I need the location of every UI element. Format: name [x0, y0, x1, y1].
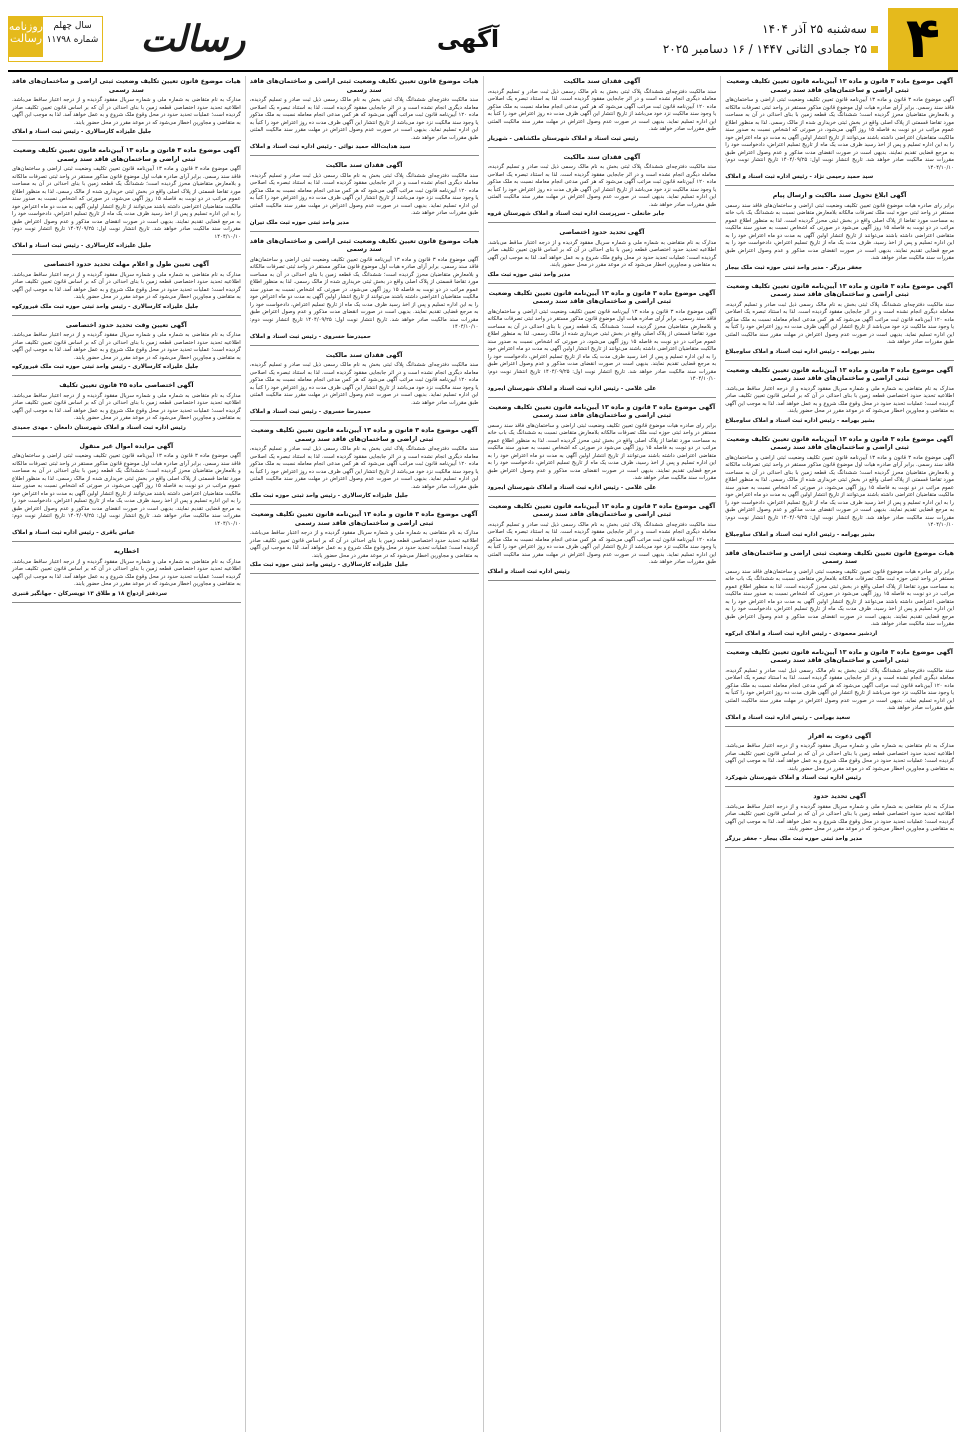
notice-signature: مدیر واحد ثبتی حوزه ثبت ملک — [487, 271, 571, 278]
notice-title: آگهی دعوت به افراز — [808, 732, 872, 740]
legal-notice — [12, 261, 241, 316]
ad-column — [483, 76, 721, 1432]
legal-notice — [12, 443, 241, 543]
notice-title: آگهی تحدید حدود — [813, 793, 866, 800]
notice-body: سند مالکیت دفترچه‌ای ششدانگ پلاک ثبتی بخش به نام مالک رسمی ذیل ثبت صادر و تسلیم گردیده، معامله دیگری انجام نشده است و در اثر جابجایی مفقود گردیده است. لذا به استناد تبصره یک اصلاحی ماده ۱۲۰ آیین‌نامه قانون ثبت مراتب آگهی می‌شود که هر کس مدعی انجام معامله نسبت به ملک مذکور یا وجود سند مالکیت نزد خود می‌باشد از تاریخ انتشار این آگهی ظرف مدت ده روز اعتراض خود را کتباً به این اداره تسلیم نماید. بدیهی است در صورت عدم وصول اعتراض در مهلت مقرر سند مالکیت المثنی طبق مقررات صادر خواهد شد. — [725, 667, 954, 711]
notice-signature: جعفر برزگر - مدیر واحد ثبتی حوزه ثبت ملک بیجار — [725, 264, 863, 271]
notice-body: سند مالکیت دفترچه‌ای ششدانگ پلاک ثبتی بخش به نام مالک رسمی ذیل ثبت صادر و تسلیم گردیده، معامله دیگری انجام نشده است و در اثر جابجایی مفقود گردیده است. لذا به استناد تبصره یک اصلاحی ماده ۱۲۰ آیین‌نامه قانون ثبت مراتب آگهی می‌شود که هر کس مدعی انجام معامله نسبت به ملک مذکور یا وجود سند مالکیت نزد خود می‌باشد از تاریخ انتشار این آگهی ظرف مدت ده روز اعتراض خود را کتباً به این اداره تسلیم نماید. بدیهی است در صورت عدم وصول اعتراض در مهلت مقرر سند مالکیت المثنی طبق مقررات صادر خواهد شد. — [487, 521, 717, 565]
notice-title: آگهی فقدان سند مالکیت — [325, 351, 403, 359]
legal-notice — [725, 436, 954, 544]
notice-title: آگهی ابلاغ تحویل سند مالکیت و ارسال پیام — [772, 192, 907, 199]
notice-signature: جلیل علیزاده کارسالاری - رئیس واحد ثبتی حوزه ثبت ملک فیروزکوه — [12, 303, 199, 310]
notice-signature: رئیس اداره ثبت اسناد و املاک شهرستان شهرکرد — [725, 775, 862, 781]
notice-body: مدارک به نام متقاضی به شماره ملی و شماره سریال مفقود گردیده و از درجه اعتبار ساقط می‌باشد. اطلاعیه تحدید حدود اختصاصی قطعه زمین با بنای احداثی در آن که بر اساس قانون تعیین تکلیف صادر گردیده است؛ عملیات تحدید حدود در محل وقوع ملک شروع و به عمل خواهد آمد. لذا به موجب این آگهی به متقاضی و مجاورین اخطار می‌شود که در موعد مقرر در محل حضور یابند. — [487, 239, 717, 268]
legal-notice — [725, 78, 954, 186]
notice-signature: علی غلامی - رئیس اداره ثبت اسناد و املاک شهرستان ایجرود — [487, 385, 657, 392]
notice-title: آگهی موضوع ماده ۳ قانون و ماده ۱۳ آیین‌نامه قانون تعیین تکلیف وضعیت ثبتی اراضی و ساختمان‌های فاقد سند رسمی — [726, 648, 953, 664]
notice-body: مدارک به نام متقاضی به شماره ملی و شماره سریال مفقود گردیده و از درجه اعتبار ساقط می‌باشد. اطلاعیه تحدید حدود اختصاصی قطعه زمین با بنای احداثی در آن که بر اساس قانون تعیین تکلیف صادر گردیده است؛ عملیات تحدید حدود در محل وقوع ملک شروع و به عمل خواهد آمد. لذا به موجب این آگهی به متقاضی و مجاورین اخطار می‌شود که در موعد مقرر در محل حضور یابند. — [12, 558, 241, 587]
page-header — [8, 8, 958, 72]
mini-logo: روزنامه رسالت — [9, 17, 43, 57]
legal-notice — [725, 192, 954, 277]
issue-number: شماره ۱۱۷۹۸ — [46, 35, 99, 45]
legal-notice — [12, 78, 241, 141]
notice-body: مدارک به نام متقاضی به شماره ملی و شماره سریال مفقود گردیده و از درجه اعتبار ساقط می‌باشد. اطلاعیه تحدید حدود اختصاصی قطعه زمین با بنای احداثی در آن که بر اساس قانون تعیین تکلیف صادر گردیده است؛ عملیات تحدید حدود در محل وقوع ملک شروع و به عمل خواهد آمد. لذا به موجب این آگهی به متقاضی و مجاورین اخطار می‌شود که در موعد مقرر در محل حضور یابند. — [12, 271, 241, 300]
legal-notice — [12, 548, 241, 603]
notice-signature: اردشیر محمودی - رئیس اداره ثبت اسناد و املاک ابرکوه — [725, 630, 878, 637]
notice-body: سند مالکیت دفترچه‌ای ششدانگ پلاک ثبتی بخش به نام مالک رسمی ذیل ثبت صادر و تسلیم گردیده، معامله دیگری انجام نشده است و در اثر جابجایی مفقود گردیده است. لذا به استناد تبصره یک اصلاحی ماده ۱۲۰ آیین‌نامه قانون ثبت مراتب آگهی می‌شود که هر کس مدعی انجام معامله نسبت به ملک مذکور یا وجود سند مالکیت نزد خود می‌باشد از تاریخ انتشار این آگهی ظرف مدت ده روز اعتراض خود را کتباً به این اداره تسلیم نماید. بدیهی است در صورت عدم وصول اعتراض در مهلت مقرر سند مالکیت المثنی طبق مقررات صادر خواهد شد. — [249, 97, 479, 141]
notice-signature: جلیل علیزاده کارسالاری - رئیس ثبت اسناد و املاک — [12, 129, 152, 135]
section-title: آگهی — [436, 25, 500, 53]
notice-body: آگهی موضوع ماده ۳ قانون و ماده ۱۳ آیین‌نامه قانون تعیین تکلیف وضعیت ثبتی اراضی و ساختمان‌های فاقد سند رسمی. برابر آرای صادره هیات اول موضوع قانون مذکور مستقر در واحد ثبتی تصرفات مالکانه و بلامعارض متقاضیان محرز گردیده است؛ ششدانگ یک قطعه زمین با بنای احداثی در آن به مساحت مورد تقاضا قسمتی از پلاک اصلی واقع در بخش ثبتی خریداری شده از مالک رسمی. لذا به منظور اطلاع عموم مراتب در دو نوبت به فاصله ۱۵ روز آگهی می‌شود، در صورتی که اشخاص نسبت به صدور سند مالکیت متقاضیان اعتراضی داشته باشند می‌توانند از تاریخ انتشار اولین آگهی به مدت دو ماه اعتراض خود را به این اداره تسلیم و پس از اخذ رسید ظرف مدت یک ماه از تاریخ تسلیم اعتراض، دادخواست خود را به مرجع قضایی تقدیم نمایند. بدیهی است در صورت انقضای مدت مذکور و عدم وصول اعتراض طبق مقررات سند مالکیت صادر خواهد شد. تاریخ انتشار نوبت اول: ۱۴۰۴/۰۹/۲۵ تاریخ انتشار نوبت دوم: ۱۴۰۴/۱۰/۱۰ — [12, 453, 241, 527]
legal-notice — [488, 290, 717, 398]
legal-notice — [725, 550, 954, 643]
notice-body: برابر رای صادره هیات موضوع قانون تعیین تکلیف وضعیت ثبتی اراضی و ساختمان‌های فاقد سند رسمی مستقر در واحد ثبتی حوزه ثبت ملک تصرفات مالکانه بلامعارض متقاضی نسبت به ششدانگ یک باب خانه به مساحت مورد تقاضا از پلاک اصلی واقع در بخش ثبتی محرز گردیده است. لذا به منظور اطلاع عموم مراتب در دو نوبت به فاصله ۱۵ روز آگهی می‌شود در صورتی که اشخاص نسبت به صدور سند مالکیت متقاضی اعتراضی داشته باشند می‌توانند از تاریخ انتشار اولین آگهی به مدت دو ماه اعتراض خود را به این اداره تسلیم و پس از اخذ رسید، ظرف مدت یک ماه از تاریخ تسلیم اعتراض، دادخواست خود را به مرجع قضایی تقدیم نمایند. بدیهی است در صورت انقضای مدت مذکور و عدم وصول اعتراض طبق مقررات سند مالکیت صادر خواهد شد. — [725, 202, 954, 261]
legal-notice — [725, 793, 954, 848]
notice-title: آگهی موضوع ماده ۳ قانون و ماده ۱۳ آیین‌نامه قانون تعیین تکلیف وضعیت ثبتی اراضی و ساختمان‌های فاقد سند رسمی — [726, 366, 953, 382]
ad-column — [720, 76, 958, 1432]
notice-signature: بشیر بهرامه - رئیس اداره ثبت اسناد و املاک ساوجبلاغ — [725, 531, 875, 538]
legal-notice — [250, 238, 479, 346]
notice-title: اخطاریه — [113, 548, 139, 555]
notice-signature: سعید بهرامی - رئیس اداره ثبت اسناد و املاک — [725, 714, 851, 721]
notice-body: مدارک به نام متقاضی به شماره ملی و شماره سریال مفقود گردیده و از درجه اعتبار ساقط می‌باشد. اطلاعیه تحدید حدود اختصاصی قطعه زمین با بنای احداثی در آن که بر اساس قانون تعیین تکلیف صادر گردیده است؛ عملیات تحدید حدود در محل وقوع ملک شروع و به عمل خواهد آمد. لذا به موجب این آگهی به متقاضی و مجاورین اخطار می‌شود که در موعد مقرر در محل حضور یابند. — [12, 97, 241, 126]
notice-body: سند مالکیت دفترچه‌ای ششدانگ پلاک ثبتی بخش به نام مالک رسمی ذیل ثبت صادر و تسلیم گردیده، معامله دیگری انجام نشده است و در اثر جابجایی مفقود گردیده است. لذا به استناد تبصره یک اصلاحی ماده ۱۲۰ آیین‌نامه قانون ثبت مراتب آگهی می‌شود که هر کس مدعی انجام معامله نسبت به ملک مذکور یا وجود سند مالکیت نزد خود می‌باشد از تاریخ انتشار این آگهی ظرف مدت ده روز اعتراض خود را کتباً به این اداره تسلیم نماید. بدیهی است در صورت عدم وصول اعتراض در مهلت مقرر سند مالکیت المثنی طبق مقررات صادر خواهد شد. — [487, 164, 717, 208]
issue-year: سال چهلم — [53, 21, 92, 31]
notice-title: آگهی اختصاصی ماده ۲۵ قانون تعیین تکلیف — [59, 382, 194, 389]
ad-column — [245, 76, 483, 1432]
notice-title: هیات موضوع قانون تعیین تکلیف وضعیت ثبتی اراضی و ساختمان‌های فاقد سند رسمی — [249, 78, 479, 94]
notice-title: هیات موضوع قانون تعیین تکلیف وضعیت ثبتی اراضی و ساختمان‌های فاقد سند رسمی — [12, 78, 241, 94]
notice-title: هیات موضوع قانون تعیین تکلیف وضعیت ثبتی اراضی و ساختمان‌های فاقد سند رسمی — [249, 237, 479, 253]
notice-signature: جلیل علیزاده کارسالاری - رئیس واحد ثبتی حوزه ثبت ملک — [249, 493, 409, 499]
notice-body: برابر رای صادره هیات موضوع قانون تعیین تکلیف وضعیت ثبتی اراضی و ساختمان‌های فاقد سند رسمی مستقر در واحد ثبتی حوزه ثبت ملک تصرفات مالکانه بلامعارض متقاضی نسبت به ششدانگ یک باب خانه به مساحت مورد تقاضا از پلاک اصلی واقع در بخش ثبتی محرز گردیده است. لذا به منظور اطلاع عموم مراتب در دو نوبت به فاصله ۱۵ روز آگهی می‌شود در صورتی که اشخاص نسبت به صدور سند مالکیت متقاضی اعتراضی داشته باشند می‌توانند از تاریخ انتشار اولین آگهی به مدت دو ماه اعتراض خود را به این اداره تسلیم و پس از اخذ رسید، ظرف مدت یک ماه از تاریخ تسلیم اعتراض، دادخواست خود را به مرجع قضایی تقدیم نمایند. بدیهی است در صورت انقضای مدت مذکور و عدم وصول اعتراض طبق مقررات سند مالکیت صادر خواهد شد. — [725, 568, 954, 627]
legal-notice — [488, 404, 717, 497]
notice-title: آگهی موضوع ماده ۳ قانون و ماده ۱۳ آیین‌نامه قانون تعیین تکلیف وضعیت ثبتی اراضی و ساختمان‌های فاقد سند رسمی — [13, 147, 240, 163]
notice-body: آگهی موضوع ماده ۳ قانون و ماده ۱۳ آیین‌نامه قانون تعیین تکلیف وضعیت ثبتی اراضی و ساختمان‌های فاقد سند رسمی. برابر آرای صادره هیات اول موضوع قانون مذکور مستقر در واحد ثبتی تصرفات مالکانه و بلامعارض متقاضیان محرز گردیده است؛ ششدانگ یک قطعه زمین با بنای احداثی در آن به مساحت مورد تقاضا قسمتی از پلاک اصلی واقع در بخش ثبتی خریداری شده از مالک رسمی. لذا به منظور اطلاع عموم مراتب در دو نوبت به فاصله ۱۵ روز آگهی می‌شود، در صورتی که اشخاص نسبت به صدور سند مالکیت متقاضیان اعتراضی داشته باشند می‌توانند از تاریخ انتشار اولین آگهی به مدت دو ماه اعتراض خود را به این اداره تسلیم و پس از اخذ رسید ظرف مدت یک ماه از تاریخ تسلیم اعتراض، دادخواست خود را به مرجع قضایی تقدیم نمایند. بدیهی است در صورت انقضای مدت مذکور و عدم وصول اعتراض طبق مقررات سند مالکیت صادر خواهد شد. تاریخ انتشار نوبت اول: ۱۴۰۴/۰۹/۲۵ تاریخ انتشار نوبت دوم: ۱۴۰۴/۱۰/۱۰ — [487, 308, 717, 382]
notice-signature: رئیس ثبت اسناد و املاک شهرستان ملکشاهی - شهریار — [487, 135, 639, 142]
notice-body: سند مالکیت دفترچه‌ای ششدانگ پلاک ثبتی بخش به نام مالک رسمی ذیل ثبت صادر و تسلیم گردیده، معامله دیگری انجام نشده است و در اثر جابجایی مفقود گردیده است. لذا به استناد تبصره یک اصلاحی ماده ۱۲۰ آیین‌نامه قانون ثبت مراتب آگهی می‌شود که هر کس مدعی انجام معامله نسبت به ملک مذکور یا وجود سند مالکیت نزد خود می‌باشد از تاریخ انتشار این آگهی ظرف مدت ده روز اعتراض خود را کتباً به این اداره تسلیم نماید. بدیهی است در صورت عدم وصول اعتراض در مهلت مقرر سند مالکیت المثنی طبق مقررات صادر خواهد شد. — [249, 362, 479, 406]
notice-body: مدارک به نام متقاضی به شماره ملی و شماره سریال مفقود گردیده و از درجه اعتبار ساقط می‌باشد. اطلاعیه تحدید حدود اختصاصی قطعه زمین با بنای احداثی در آن که بر اساس قانون تعیین تکلیف صادر گردیده است؛ عملیات تحدید حدود در محل وقوع ملک شروع و به عمل خواهد آمد. لذا به موجب این آگهی به متقاضی و مجاورین اخطار می‌شود که در موعد مقرر در محل حضور یابند. — [725, 743, 954, 772]
notice-signature: عباس باقری - رئیس اداره ثبت اسناد و املاک — [12, 530, 135, 536]
legal-notice — [488, 78, 717, 148]
notice-body: سند مالکیت دفترچه‌ای ششدانگ پلاک ثبتی بخش به نام مالک رسمی ذیل ثبت صادر و تسلیم گردیده، معامله دیگری انجام نشده است و در اثر جابجایی مفقود گردیده است. لذا به استناد تبصره یک اصلاحی ماده ۱۲۰ آیین‌نامه قانون ثبت مراتب آگهی می‌شود که هر کس مدعی انجام معامله نسبت به ملک مذکور یا وجود سند مالکیت نزد خود می‌باشد از تاریخ انتشار این آگهی ظرف مدت ده روز اعتراض خود را کتباً به این اداره تسلیم نماید. بدیهی است در صورت عدم وصول اعتراض در مهلت مقرر سند مالکیت المثنی طبق مقررات صادر خواهد شد. — [725, 301, 954, 345]
notice-signature: جلیل علیزاده کارسالاری - رئیس ثبت اسناد و املاک — [12, 243, 152, 249]
legal-notice — [725, 733, 954, 788]
notice-body: آگهی موضوع ماده ۳ قانون و ماده ۱۳ آیین‌نامه قانون تعیین تکلیف وضعیت ثبتی اراضی و ساختمان‌های فاقد سند رسمی. برابر آرای صادره هیات اول موضوع قانون مذکور مستقر در واحد ثبتی تصرفات مالکانه و بلامعارض متقاضیان محرز گردیده است؛ ششدانگ یک قطعه زمین با بنای احداثی در آن به مساحت مورد تقاضا قسمتی از پلاک اصلی واقع در بخش ثبتی خریداری شده از مالک رسمی. لذا به منظور اطلاع عموم مراتب در دو نوبت به فاصله ۱۵ روز آگهی می‌شود، در صورتی که اشخاص نسبت به صدور سند مالکیت متقاضیان اعتراضی داشته باشند می‌توانند از تاریخ انتشار اولین آگهی به مدت دو ماه اعتراض خود را به این اداره تسلیم و پس از اخذ رسید ظرف مدت یک ماه از تاریخ تسلیم اعتراض، دادخواست خود را به مرجع قضایی تقدیم نمایند. بدیهی است در صورت انقضای مدت مذکور و عدم وصول اعتراض طبق مقررات سند مالکیت صادر خواهد شد. تاریخ انتشار نوبت اول: ۱۴۰۴/۰۹/۲۵ تاریخ انتشار نوبت دوم: ۱۴۰۴/۱۰/۱۰ — [725, 454, 955, 528]
notice-title: آگهی موضوع ماده ۳ قانون و ماده ۱۳ آیین‌نامه قانون تعیین تکلیف وضعیت ثبتی اراضی و ساختمان‌های فاقد سند رسمی — [726, 435, 953, 451]
notice-title: آگهی موضوع ماده ۳ قانون و ماده ۱۳ آیین‌نامه قانون تعیین تکلیف وضعیت ثبتی اراضی و ساختمان‌های فاقد سند رسمی — [488, 403, 716, 419]
notice-title: آگهی فقدان سند مالکیت — [563, 153, 641, 161]
notice-signature: بشیر بهرامه - رئیس اداره ثبت اسناد و املاک ساوجبلاغ — [725, 417, 875, 424]
ad-column — [8, 76, 245, 1432]
date-text-1: سه‌شنبه ۲۵ آذر ۱۴۰۴ — [762, 22, 867, 36]
notice-body: مدارک به نام متقاضی به شماره ملی و شماره سریال مفقود گردیده و از درجه اعتبار ساقط می‌باشد. اطلاعیه تحدید حدود اختصاصی قطعه زمین با بنای احداثی در آن که بر اساس قانون تعیین تکلیف صادر گردیده است؛ عملیات تحدید حدود در محل وقوع ملک شروع و به عمل خواهد آمد. لذا به موجب این آگهی به متقاضی و مجاورین اخطار می‌شود که در موعد مقرر در محل حضور یابند. — [725, 385, 954, 414]
notice-body: آگهی موضوع ماده ۳ قانون و ماده ۱۳ آیین‌نامه قانون تعیین تکلیف وضعیت ثبتی اراضی و ساختمان‌های فاقد سند رسمی. برابر آرای صادره هیات اول موضوع قانون مذکور مستقر در واحد ثبتی تصرفات مالکانه و بلامعارض متقاضیان محرز گردیده است؛ ششدانگ یک قطعه زمین با بنای احداثی در آن به مساحت مورد تقاضا قسمتی از پلاک اصلی واقع در بخش ثبتی خریداری شده از مالک رسمی. لذا به منظور اطلاع عموم مراتب در دو نوبت به فاصله ۱۵ روز آگهی می‌شود، در صورتی که اشخاص نسبت به صدور سند مالکیت متقاضیان اعتراضی داشته باشند می‌توانند از تاریخ انتشار اولین آگهی به مدت دو ماه اعتراض خود را به این اداره تسلیم و پس از اخذ رسید ظرف مدت یک ماه از تاریخ تسلیم اعتراض، دادخواست خود را به مرجع قضایی تقدیم نمایند. بدیهی است در صورت انقضای مدت مذکور و عدم وصول اعتراض طبق مقررات سند مالکیت صادر خواهد شد. تاریخ انتشار نوبت اول: ۱۴۰۴/۰۹/۲۵ تاریخ انتشار نوبت دوم: ۱۴۰۴/۱۰/۱۰ — [12, 166, 241, 240]
notice-signature: مدیر واحد ثبتی حوزه ثبت ملک بیجار - جعفر برزگر — [725, 835, 863, 842]
legal-notice — [725, 649, 954, 727]
notice-title: آگهی تعیین طول و اعلام مهلت تحدید حدود اختصاصی — [43, 261, 209, 268]
notice-signature: رئیس اداره ثبت اسناد و املاک — [487, 568, 570, 575]
notice-title: آگهی موضوع ماده ۳ قانون و ماده ۱۳ آیین‌نامه قانون تعیین تکلیف وضعیت ثبتی اراضی و ساختمان‌های فاقد سند رسمی — [250, 511, 478, 527]
notice-body: برابر رای صادره هیات موضوع قانون تعیین تکلیف وضعیت ثبتی اراضی و ساختمان‌های فاقد سند رسمی مستقر در واحد ثبتی حوزه ثبت ملک تصرفات مالکانه بلامعارض متقاضی نسبت به ششدانگ یک باب خانه به مساحت مورد تقاضا از پلاک اصلی واقع در بخش ثبتی محرز گردیده است. لذا به منظور اطلاع عموم مراتب در دو نوبت به فاصله ۱۵ روز آگهی می‌شود در صورتی که اشخاص نسبت به صدور سند مالکیت متقاضی اعتراضی داشته باشند می‌توانند از تاریخ انتشار اولین آگهی به مدت دو ماه اعتراض خود را به این اداره تسلیم و پس از اخذ رسید، ظرف مدت یک ماه از تاریخ تسلیم اعتراض، دادخواست خود را به مرجع قضایی تقدیم نمایند. بدیهی است در صورت انقضای مدت مذکور و عدم وصول اعتراض طبق مقررات سند مالکیت صادر خواهد شد. — [487, 422, 717, 481]
notice-body: مدارک به نام متقاضی به شماره ملی و شماره سریال مفقود گردیده و از درجه اعتبار ساقط می‌باشد. اطلاعیه تحدید حدود اختصاصی قطعه زمین با بنای احداثی در آن که بر اساس قانون تعیین تکلیف صادر گردیده است؛ عملیات تحدید حدود در محل وقوع ملک شروع و به عمل خواهد آمد. لذا به موجب این آگهی به متقاضی و مجاورین اخطار می‌شود که در موعد مقرر در محل حضور یابند. — [249, 530, 479, 559]
notice-body: آگهی موضوع ماده ۳ قانون و ماده ۱۳ آیین‌نامه قانون تعیین تکلیف وضعیت ثبتی اراضی و ساختمان‌های فاقد سند رسمی. برابر آرای صادره هیات اول موضوع قانون مذکور مستقر در واحد ثبتی تصرفات مالکانه و بلامعارض متقاضیان محرز گردیده است؛ ششدانگ یک قطعه زمین با بنای احداثی در آن به مساحت مورد تقاضا قسمتی از پلاک اصلی واقع در بخش ثبتی خریداری شده از مالک رسمی. لذا به منظور اطلاع عموم مراتب در دو نوبت به فاصله ۱۵ روز آگهی می‌شود، در صورتی که اشخاص نسبت به صدور سند مالکیت متقاضیان اعتراضی داشته باشند می‌توانند از تاریخ انتشار اولین آگهی به مدت دو ماه اعتراض خود را به این اداره تسلیم و پس از اخذ رسید ظرف مدت یک ماه از تاریخ تسلیم اعتراض، دادخواست خود را به مرجع قضایی تقدیم نمایند. بدیهی است در صورت انقضای مدت مذکور و عدم وصول اعتراض طبق مقررات سند مالکیت صادر خواهد شد. تاریخ انتشار نوبت اول: ۱۴۰۴/۰۹/۲۵ تاریخ انتشار نوبت دوم: ۱۴۰۴/۱۰/۱۰ — [725, 97, 955, 171]
notice-title: آگهی فقدان سند مالکیت — [563, 78, 641, 85]
notice-body: مدارک به نام متقاضی به شماره ملی و شماره سریال مفقود گردیده و از درجه اعتبار ساقط می‌باشد. اطلاعیه تحدید حدود اختصاصی قطعه زمین با بنای احداثی در آن که بر اساس قانون تعیین تکلیف صادر گردیده است؛ عملیات تحدید حدود در محل وقوع ملک شروع و به عمل خواهد آمد. لذا به موجب این آگهی به متقاضی و مجاورین اخطار می‌شود که در موعد مقرر در محل حضور یابند. — [12, 392, 241, 421]
legal-notice — [725, 283, 954, 361]
legal-notice — [488, 503, 717, 581]
date-block — [638, 19, 888, 59]
notice-signature: بشیر بهرامه - رئیس اداره ثبت اسناد و املاک ساوجبلاغ — [725, 348, 875, 355]
legal-notice — [250, 511, 479, 574]
legal-notice — [250, 427, 479, 505]
notice-title: آگهی موضوع ماده ۳ قانون و ماده ۱۳ آیین‌نامه قانون تعیین تکلیف وضعیت ثبتی اراضی و ساختمان‌های فاقد سند رسمی — [726, 282, 953, 298]
notice-title: آگهی تحدید حدود اختصاصی — [559, 229, 645, 236]
notice-body: مدارک به نام متقاضی به شماره ملی و شماره سریال مفقود گردیده و از درجه اعتبار ساقط می‌باشد. اطلاعیه تحدید حدود اختصاصی قطعه زمین با بنای احداثی در آن که بر اساس قانون تعیین تکلیف صادر گردیده است؛ عملیات تحدید حدود در محل وقوع ملک شروع و به عمل خواهد آمد. لذا به موجب این آگهی به متقاضی و مجاورین اخطار می‌شود که در موعد مقرر در محل حضور یابند. — [725, 803, 954, 832]
page-number: ۴ — [888, 8, 958, 70]
legal-notice — [725, 367, 954, 430]
notice-signature: علی غلامی - رئیس اداره ثبت اسناد و املاک شهرستان ایجرود — [487, 484, 657, 491]
legal-notice — [12, 382, 241, 437]
legal-notice — [488, 154, 717, 224]
notice-signature: رئیس اداره ثبت اسناد و املاک شهرستان دامغان - مهدی جمیدی — [12, 424, 186, 431]
bullet-square-icon — [871, 26, 878, 33]
newspaper-logo: رسالت — [140, 18, 246, 60]
notice-title: آگهی موضوع ماده ۳ قانون و ماده ۱۳ آیین‌نامه قانون تعیین تکلیف وضعیت ثبتی اراضی و ساختمان‌های فاقد سند رسمی — [488, 502, 716, 518]
legal-notice — [250, 352, 479, 422]
legal-notice — [12, 322, 241, 377]
notice-signature: سردفتر ازدواج ۱۸ و طلاق ۱۳ تویسرکان - جهانگیر قنبری — [12, 590, 168, 597]
notice-body: سند مالکیت دفترچه‌ای ششدانگ پلاک ثبتی بخش به نام مالک رسمی ذیل ثبت صادر و تسلیم گردیده، معامله دیگری انجام نشده است و در اثر جابجایی مفقود گردیده است. لذا به استناد تبصره یک اصلاحی ماده ۱۲۰ آیین‌نامه قانون ثبت مراتب آگهی می‌شود که هر کس مدعی انجام معامله نسبت به ملک مذکور یا وجود سند مالکیت نزد خود می‌باشد از تاریخ انتشار این آگهی ظرف مدت ده روز اعتراض خود را کتباً به این اداره تسلیم نماید. بدیهی است در صورت عدم وصول اعتراض در مهلت مقرر سند مالکیت المثنی طبق مقررات صادر خواهد شد. — [487, 88, 717, 132]
notice-body: آگهی موضوع ماده ۳ قانون و ماده ۱۳ آیین‌نامه قانون تعیین تکلیف وضعیت ثبتی اراضی و ساختمان‌های فاقد سند رسمی. برابر آرای صادره هیات اول موضوع قانون مذکور مستقر در واحد ثبتی تصرفات مالکانه و بلامعارض متقاضیان محرز گردیده است؛ ششدانگ یک قطعه زمین با بنای احداثی در آن به مساحت مورد تقاضا قسمتی از پلاک اصلی واقع در بخش ثبتی خریداری شده از مالک رسمی. لذا به منظور اطلاع عموم مراتب در دو نوبت به فاصله ۱۵ روز آگهی می‌شود، در صورتی که اشخاص نسبت به صدور سند مالکیت متقاضیان اعتراضی داشته باشند می‌توانند از تاریخ انتشار اولین آگهی به مدت دو ماه اعتراض خود را به این اداره تسلیم و پس از اخذ رسید ظرف مدت یک ماه از تاریخ تسلیم اعتراض، دادخواست خود را به مرجع قضایی تقدیم نمایند. بدیهی است در صورت انقضای مدت مذکور و عدم وصول اعتراض طبق مقررات سند مالکیت صادر خواهد شد. تاریخ انتشار نوبت اول: ۱۴۰۴/۰۹/۲۵ تاریخ انتشار نوبت دوم: ۱۴۰۴/۱۰/۱۰ — [249, 256, 479, 330]
notice-body: سند مالکیت دفترچه‌ای ششدانگ پلاک ثبتی بخش به نام مالک رسمی ذیل ثبت صادر و تسلیم گردیده، معامله دیگری انجام نشده است و در اثر جابجایی مفقود گردیده است. لذا به استناد تبصره یک اصلاحی ماده ۱۲۰ آیین‌نامه قانون ثبت مراتب آگهی می‌شود که هر کس مدعی انجام معامله نسبت به ملک مذکور یا وجود سند مالکیت نزد خود می‌باشد از تاریخ انتشار این آگهی ظرف مدت ده روز اعتراض خود را کتباً به این اداره تسلیم نماید. بدیهی است در صورت عدم وصول اعتراض در مهلت مقرر سند مالکیت المثنی طبق مقررات صادر خواهد شد. — [249, 446, 479, 490]
notice-title: آگهی تعیین وقت تحدید حدود اختصاصی — [65, 321, 187, 329]
ad-columns — [8, 76, 958, 1432]
notice-title: هیات موضوع قانون تعیین تکلیف وضعیت ثبتی اراضی و ساختمان‌های فاقد سند رسمی — [725, 549, 954, 565]
notice-signature: سید هدایت‌الله حمید نوائی - رئیس اداره ثبت اسناد و املاک — [249, 144, 411, 150]
notice-signature: جلیل علیزاده کارسالاری - رئیس واحد ثبتی حوزه ثبت ملک — [249, 562, 409, 568]
notice-signature: جلیل علیزاده کارسالاری - رئیس واحد ثبتی حوزه ثبت ملک فیروزکوه — [12, 364, 199, 370]
bullet-square-icon — [871, 46, 878, 53]
notice-body: سند مالکیت دفترچه‌ای ششدانگ پلاک ثبتی بخش به نام مالک رسمی ذیل ثبت صادر و تسلیم گردیده، معامله دیگری انجام نشده است و در اثر جابجایی مفقود گردیده است. لذا به استناد تبصره یک اصلاحی ماده ۱۲۰ آیین‌نامه قانون ثبت مراتب آگهی می‌شود که هر کس مدعی انجام معامله نسبت به ملک مذکور یا وجود سند مالکیت نزد خود می‌باشد از تاریخ انتشار این آگهی ظرف مدت ده روز اعتراض خود را کتباً به این اداره تسلیم نماید. بدیهی است در صورت عدم وصول اعتراض در مهلت مقرر سند مالکیت المثنی طبق مقررات صادر خواهد شد. — [249, 172, 479, 216]
legal-notice — [488, 229, 717, 284]
notice-title: آگهی موضوع ماده ۳ قانون و ماده ۱۳ آیین‌نامه قانون تعیین تکلیف وضعیت ثبتی اراضی و ساختمان‌های فاقد سند رسمی — [488, 289, 716, 305]
legal-notice — [12, 147, 241, 255]
notice-title: آگهی مزایده اموال غیر منقول — [79, 442, 174, 450]
date-gregorian-hijri — [638, 19, 878, 39]
issue-info — [8, 16, 103, 62]
legal-notice — [250, 78, 479, 156]
date-lunar — [638, 39, 878, 59]
notice-signature: سید حمید رحیمی نژاد - رئیس اداره ثبت اسناد و املاک — [725, 174, 874, 180]
date-text-2: ۲۵ جمادی الثانی ۱۴۴۷ / ۱۶ دسامبر ۲۰۲۵ — [662, 42, 867, 56]
notice-signature: حمیدرضا خسروی - رئیس ثبت اسناد و املاک — [249, 409, 371, 415]
notice-signature: حمیدرضا خسروی - رئیس ثبت اسناد و املاک — [249, 333, 371, 340]
notice-title: آگهی موضوع ماده ۳ قانون و ماده ۱۳ آیین‌نامه قانون تعیین تکلیف وضعیت ثبتی اراضی و ساختمان‌های فاقد سند رسمی — [726, 78, 953, 94]
notice-signature: جابر خانعلی - سرپرست اداره ثبت اسناد و املاک شهرستان قروه — [487, 211, 665, 217]
notice-title: آگهی فقدان سند مالکیت — [325, 162, 403, 169]
notice-signature: مدیر واحد ثبتی حوزه ثبت ملک تیران — [249, 219, 350, 226]
notice-title: آگهی موضوع ماده ۳ قانون و ماده ۱۳ آیین‌نامه قانون تعیین تکلیف وضعیت ثبتی اراضی و ساختمان‌های فاقد سند رسمی — [250, 427, 478, 443]
legal-notice — [250, 162, 479, 232]
notice-body: مدارک به نام متقاضی به شماره ملی و شماره سریال مفقود گردیده و از درجه اعتبار ساقط می‌باشد. اطلاعیه تحدید حدود اختصاصی قطعه زمین با بنای احداثی در آن که بر اساس قانون تعیین تکلیف صادر گردیده است؛ عملیات تحدید حدود در محل وقوع ملک شروع و به عمل خواهد آمد. لذا به موجب این آگهی به متقاضی و مجاورین اخطار می‌شود که در موعد مقرر در محل حضور یابند. — [12, 332, 241, 361]
